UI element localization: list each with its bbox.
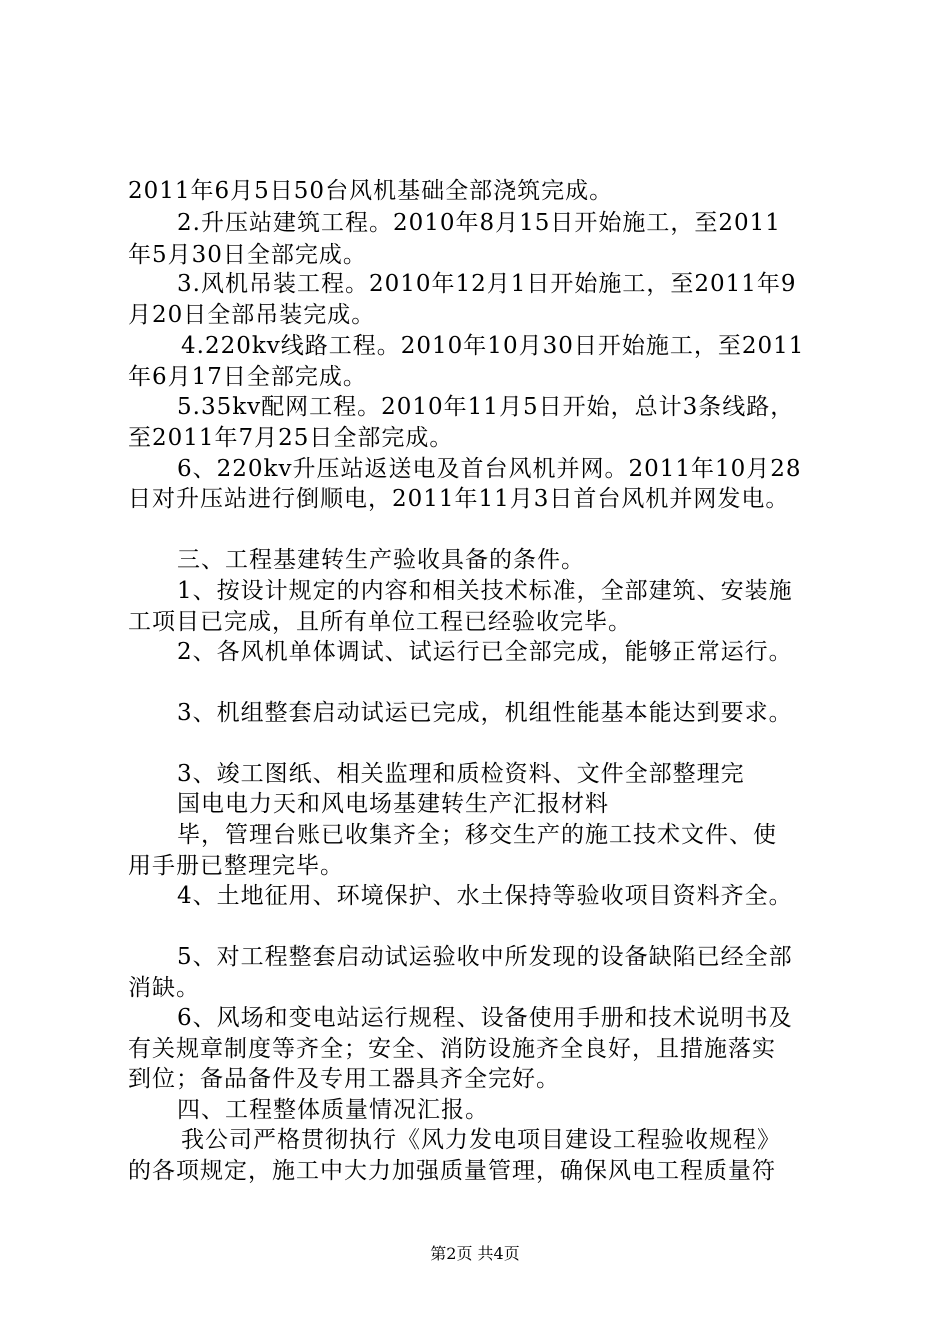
text-line: 消缺。 [128,975,200,1001]
text-line: 2、各风机单体调试、试运行已全部完成，能够正常运行。 [177,639,793,665]
text-line: 日对升压站进行倒顺电，2011年11月3日首台风机并网发电。 [128,486,790,512]
text-line: 年6月17日全部完成。 [128,364,367,390]
text-line: 我公司严格贯彻执行《风力发电项目建设工程验收规程》 [181,1127,781,1153]
text-line: 的各项规定，施工中大力加强质量管理，确保风电工程质量符 [128,1158,776,1184]
text-line: 年5月30日全部完成。 [128,242,367,268]
text-line: 3.风机吊装工程。2010年12月1日开始施工，至2011年9 [177,271,797,297]
text-line: 3、机组整套启动试运已完成，机组性能基本能达到要求。 [177,700,793,726]
text-line: 4、土地征用、环境保护、水土保持等验收项目资料齐全。 [177,883,793,909]
text-line: 月20日全部吊装完成。 [128,302,376,328]
text-line: 5.35kv配网工程。2010年11月5日开始，总计3条线路， [177,394,795,420]
text-line: 1、按设计规定的内容和相关技术标准，全部建筑、安装施 [177,578,793,604]
text-line: 至2011年7月25日全部完成。 [128,425,454,451]
text-line: 5、对工程整套启动试运验收中所发现的设备缺陷已经全部 [177,944,793,970]
text-line: 有关规章制度等齐全；安全、消防设施齐全良好，且措施落实 [128,1036,776,1062]
text-line: 2.升压站建筑工程。2010年8月15日开始施工，至2011 [177,210,781,236]
text-line: 6、220kv升压站返送电及首台风机并网。2011年10月28 [177,456,802,482]
text-line: 6、风场和变电站运行规程、设备使用手册和技术说明书及 [177,1005,793,1031]
text-line: 工项目已完成，且所有单位工程已经验收完毕。 [128,609,632,635]
text-line: 毕，管理台账已收集齐全；移交生产的施工技术文件、使 [177,822,777,848]
page-number-footer: 第2页 共4页 [430,1244,520,1263]
section-heading: 四、工程整体质量情况汇报。 [177,1097,489,1123]
text-line: 到位；备品备件及专用工器具齐全完好。 [128,1066,560,1092]
text-line: 用手册已整理完毕。 [128,853,344,879]
header-overlay-title: 国电电力天和风电场基建转生产汇报材料 [177,791,609,817]
text-line: 3、竣工图纸、相关监理和质检资料、文件全部整理完 [177,761,745,787]
text-line: 4.220kv线路工程。2010年10月30日开始施工，至2011 [181,333,805,359]
text-line: 2011年6月5日50台风机基础全部浇筑完成。 [128,178,614,204]
section-heading: 三、工程基建转生产验收具备的条件。 [177,547,585,573]
